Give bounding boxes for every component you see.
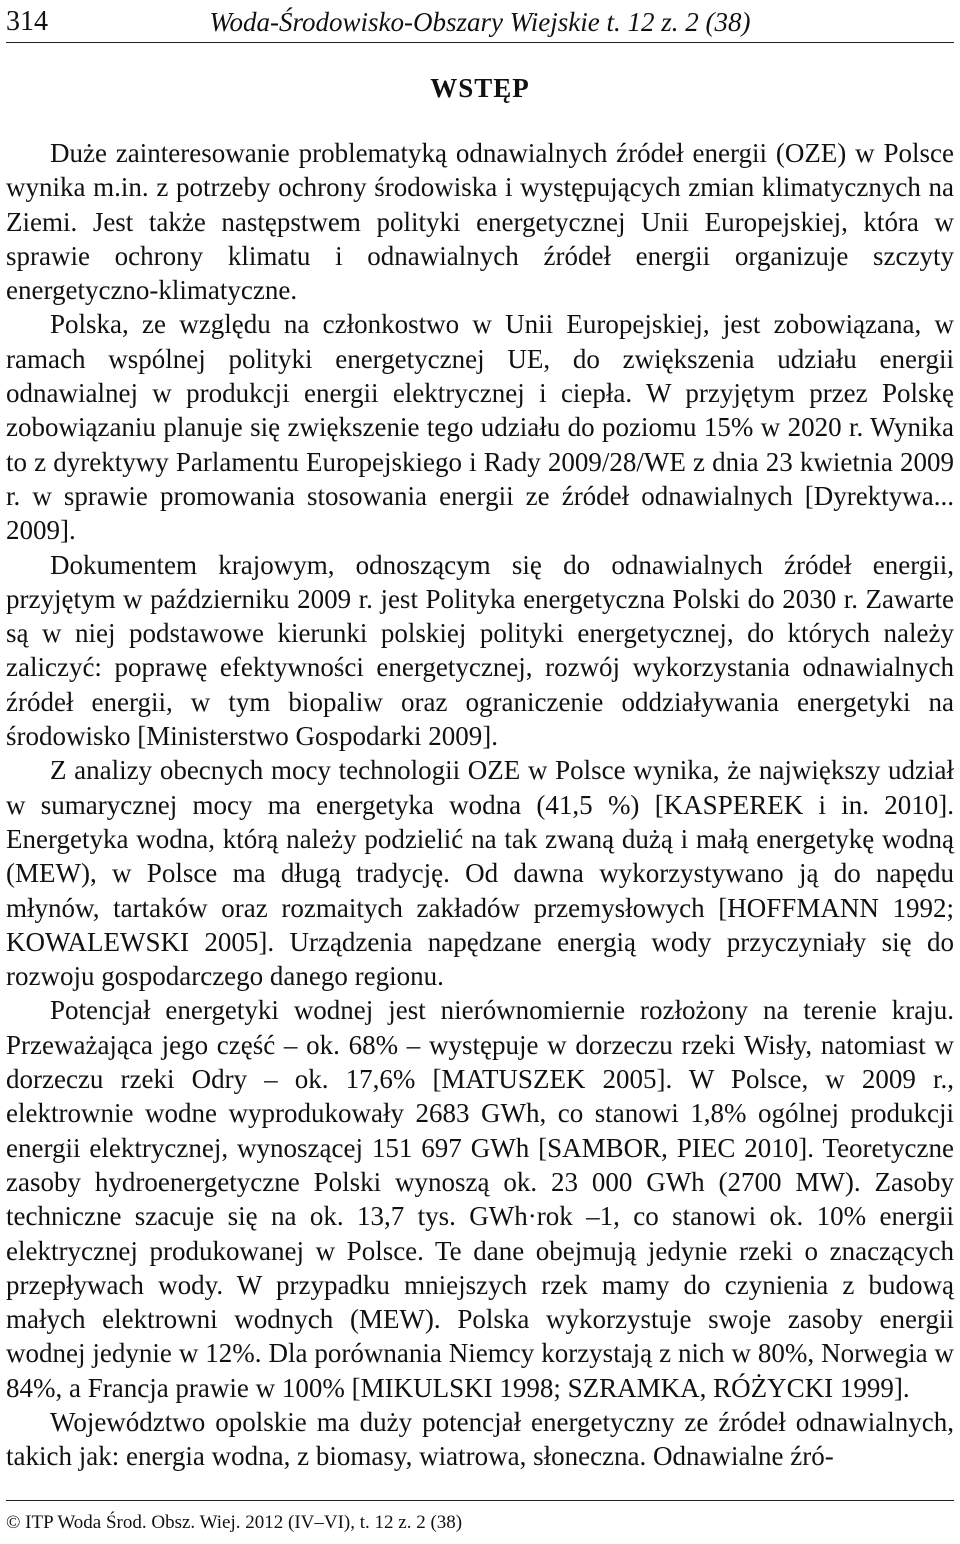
paragraph: Dokumentem krajowym, odnoszącym się do odnawialnych źródeł energii, przyjętym w październiku 2009 r. jest Polityka energetyczna Polski do 2030 r. Zawarte są w niej podstawowe kierunki polskiej polityki energetycznej, do których należy zaliczyć: poprawę efektywności energetycznej, rozwój wykorzystania odnawialnych źródeł energii, w tym biopaliw oraz ograniczenie oddziaływania energetyki na środowisko [Ministerstwo Gospodarki 2009]. <box>6 549 954 752</box>
running-head: Woda-Środowisko-Obszary Wiejskie t. 12 z. 2 (38) <box>209 7 751 37</box>
paragraph: Województwo opolskie ma duży potencjał energetyczny ze źródeł odnawialnych, takich jak: energia wodna, z biomasy, wiatrowa, słoneczna. Odnawialne źró- <box>6 1406 954 1472</box>
paragraph: Polska, ze względu na członkostwo w Unii Europejskiej, jest zobowiązana, w ramach wspólnej polityki energetycznej UE, do zwiększenia udziału energii odnawialnej w produkcji energii elektrycznej i ciepła. W przyjętym przez Polskę zobowiązaniu planuje się zwiększenie tego udziału do poziomu 15% w 2020 r. Wynika to z dyrektywy Parlamentu Europejskiego i Rady 2009/28/WE z dnia 23 kwietnia 2009 r. w sprawie promowania stosowania energii ze źródeł odnawialnych [Dyrektywa... 2009]. <box>6 309 954 546</box>
paragraph: Potencjał energetyki wodnej jest nierównomiernie rozłożony na terenie kraju. Przeważająca jego część – ok. 68% – występuje w dorzeczu rzeki Wisły, natomiast w dorzeczu rzeki Odry – ok. 17,6% [MATUSZEK 2005]. W Polsce, w 2009 r., elektrownie wodne wyprodukowały 2683 GWh, co stanowi 1,8% ogólnej produkcji energii elektrycznej, wynoszącej 151 697 GWh [SAMBOR, PIEC 2010]. Teoretyczne zasoby hydroenergetyczne Polski wynoszą ok. 23 000 GWh (2700 MW). Zasoby techniczne szacuje się na ok. 13,7 tys. GWh·rok –1, co stanowi ok. 10% energii elektrycznej produkowanej w Polsce. Te dane obejmują jedynie rzeki o znaczących przepływach wody. W przypadku mniejszych rzek mamy do czynienia z budową małych elektrowni wodnych (MEW). Polska wykorzystuje swoje zasoby energii wodnej jedynie w 12%. Dla porównania Niemcy korzystają z nich w 80%, Norwegia w 84%, a Francja prawie w 100% [MIKULSKI 1998; SZRAMKA, RÓŻYCKI 1999]. <box>6 995 954 1403</box>
page-number: 314 <box>6 6 48 37</box>
section-title: WSTĘP <box>430 73 530 103</box>
page-footer: © ITP Woda Środ. Obsz. Wiej. 2012 (IV–VI), t. 12 z. 2 (38) <box>6 1500 954 1535</box>
article-body <box>6 136 954 1474</box>
page-header <box>6 4 954 43</box>
paragraph: Duże zainteresowanie problematyką odnawialnych źródeł energii (OZE) w Polsce wynika m.in. z potrzeby ochrony środowiska i występujących zmian klimatycznych na Ziemi. Jest także następstwem polityki energetycznej Unii Europejskiej, która w sprawie ochrony klimatu i odnawialnych źródeł energii organizuje szczyty energetyczno-klimatyczne. <box>6 138 954 306</box>
paragraph: Z analizy obecnych mocy technologii OZE w Polsce wynika, że największy udział w sumarycznej mocy ma energetyka wodna (41,5 %) [KASPEREK i in. 2010]. Energetyka wodna, którą należy podzielić na tak zwaną dużą i małą energetykę wodną (MEW), w Polsce ma długą tradycję. Od dawna wykorzystywano ją do napędu młynów, tartaków oraz rozmaitych zakładów przemysłowych [HOFFMANN 1992; KOWALEWSKI 2005]. Urządzenia napędzane energią wody przyczyniały się do rozwoju gospodarczego danego regionu. <box>6 755 954 992</box>
